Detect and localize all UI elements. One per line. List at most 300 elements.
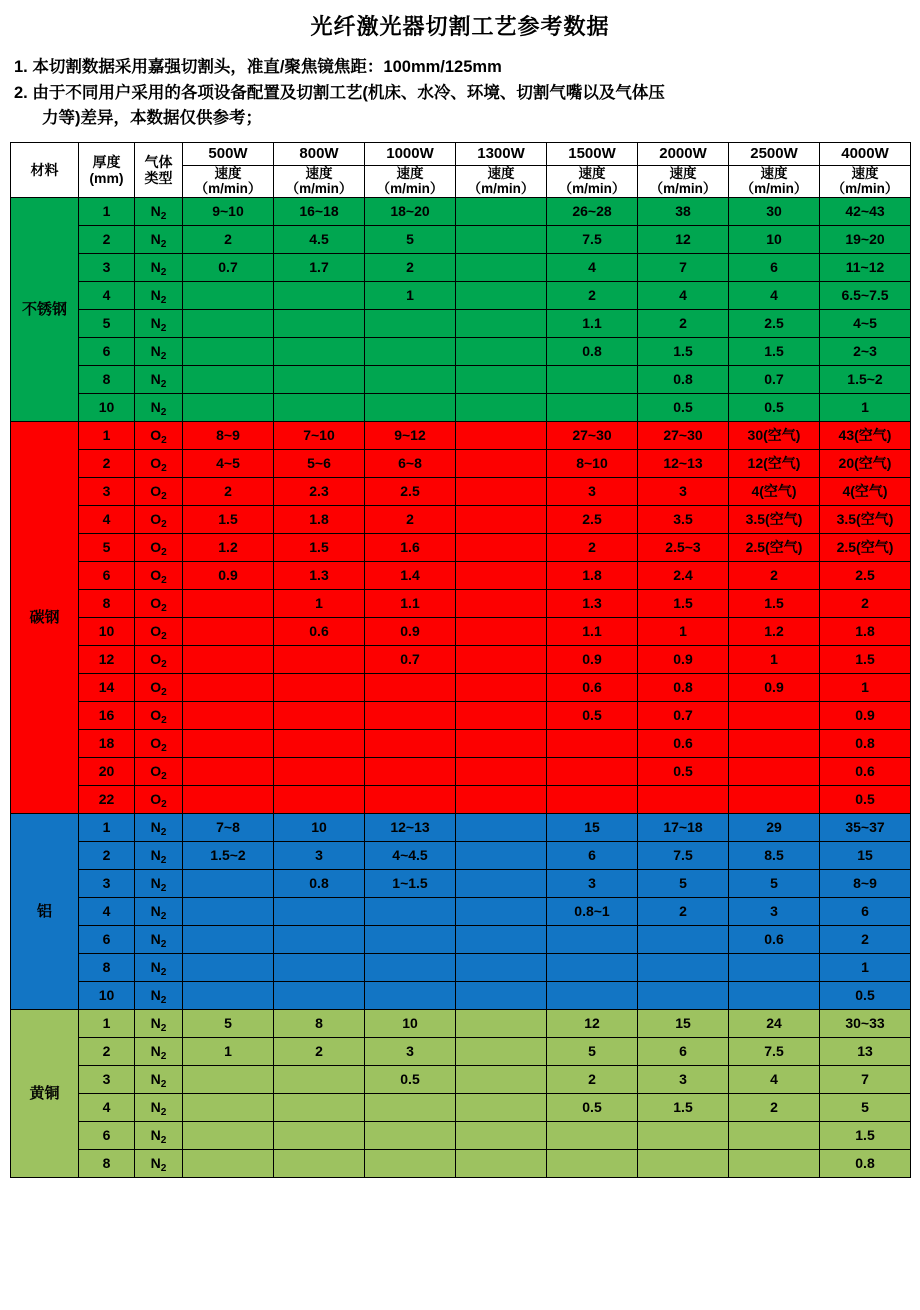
table-row	[11, 281, 911, 309]
speed-cell-1500w: 2	[547, 533, 638, 561]
speed-cell-4000w: 0.8	[820, 1149, 911, 1177]
speed-cell-1500w: 0.8~1	[547, 897, 638, 925]
header-thickness-l1: 厚度	[92, 153, 121, 170]
gas-cell: $N_2$	[135, 1093, 183, 1121]
speed-word: 速度	[578, 165, 606, 181]
speed-cell-800w: 2.3	[274, 477, 365, 505]
speed-cell-800w	[274, 337, 365, 365]
speed-unit: （m/min）	[831, 181, 899, 197]
table-row	[11, 617, 911, 645]
speed-cell-1300w	[456, 197, 547, 225]
speed-cell-800w	[274, 757, 365, 785]
speed-cell-1500w: 0.5	[547, 701, 638, 729]
speed-cell-800w	[274, 281, 365, 309]
table-row	[11, 589, 911, 617]
speed-cell-800w	[274, 925, 365, 953]
speed-cell-4000w: 2.5(空气)	[820, 533, 911, 561]
speed-cell-2500w: 6	[729, 253, 820, 281]
speed-cell-500w: 1	[183, 1037, 274, 1065]
speed-cell-2500w: 2	[729, 1093, 820, 1121]
speed-cell-4000w: 0.9	[820, 701, 911, 729]
speed-cell-2000w	[638, 1149, 729, 1177]
speed-cell-800w	[274, 1065, 365, 1093]
thickness-cell: 2	[79, 449, 135, 477]
table-row	[11, 253, 911, 281]
header-power-2500w: 2500W	[729, 142, 820, 165]
speed-cell-4000w: 0.5	[820, 785, 911, 813]
table-row	[11, 337, 911, 365]
speed-word: 速度	[396, 165, 424, 181]
speed-cell-1000w: 4~4.5	[365, 841, 456, 869]
speed-cell-2000w	[638, 953, 729, 981]
speed-cell-2500w	[729, 981, 820, 1009]
speed-cell-1500w: 7.5	[547, 225, 638, 253]
speed-cell-800w	[274, 1149, 365, 1177]
thickness-cell: 6	[79, 925, 135, 953]
thickness-cell: 3	[79, 477, 135, 505]
speed-cell-1000w	[365, 337, 456, 365]
speed-cell-4000w: 2	[820, 925, 911, 953]
table-row	[11, 1093, 911, 1121]
table-row	[11, 981, 911, 1009]
speed-cell-500w	[183, 1149, 274, 1177]
speed-cell-2000w: 1	[638, 617, 729, 645]
speed-cell-2500w: 2.5(空气)	[729, 533, 820, 561]
page-title: 光纤激光器切割工艺参考数据	[310, 14, 610, 39]
speed-cell-1500w: 27~30	[547, 421, 638, 449]
material-cell: 黄铜	[11, 1009, 79, 1177]
speed-cell-1300w	[456, 253, 547, 281]
speed-cell-1000w	[365, 1093, 456, 1121]
gas-cell: $O_2$	[135, 505, 183, 533]
gas-cell: $N_2$	[135, 1065, 183, 1093]
speed-cell-1300w	[456, 393, 547, 421]
speed-cell-500w: 8~9	[183, 421, 274, 449]
header-power-500w: 500W	[183, 142, 274, 165]
speed-cell-1500w	[547, 393, 638, 421]
header-power-2000w: 2000W	[638, 142, 729, 165]
table-row	[11, 197, 911, 225]
gas-cell: $O_2$	[135, 701, 183, 729]
gas-cell: $O_2$	[135, 673, 183, 701]
speed-cell-1500w: 0.9	[547, 645, 638, 673]
speed-cell-2000w: 27~30	[638, 421, 729, 449]
material-cell: 铝	[11, 813, 79, 1009]
gas-cell: $N_2$	[135, 953, 183, 981]
speed-cell-1000w	[365, 757, 456, 785]
speed-cell-4000w: 1.5~2	[820, 365, 911, 393]
thickness-cell: 22	[79, 785, 135, 813]
gas-cell: $O_2$	[135, 729, 183, 757]
speed-cell-1000w: 0.9	[365, 617, 456, 645]
speed-cell-1300w	[456, 981, 547, 1009]
speed-cell-1000w: 1	[365, 281, 456, 309]
speed-cell-2500w: 4(空气)	[729, 477, 820, 505]
header-gas-l2: 类型	[144, 169, 173, 186]
speed-cell-4000w: 15	[820, 841, 911, 869]
speed-cell-4000w: 35~37	[820, 813, 911, 841]
speed-cell-1300w	[456, 1121, 547, 1149]
speed-cell-2000w: 4	[638, 281, 729, 309]
speed-cell-500w	[183, 925, 274, 953]
speed-cell-500w: 2	[183, 225, 274, 253]
speed-cell-2000w: 2	[638, 309, 729, 337]
speed-unit: （m/min）	[740, 181, 808, 197]
speed-cell-1300w	[456, 421, 547, 449]
speed-cell-500w	[183, 1065, 274, 1093]
speed-cell-4000w: 42~43	[820, 197, 911, 225]
speed-cell-4000w: 1.5	[820, 1121, 911, 1149]
speed-cell-2000w	[638, 785, 729, 813]
thickness-cell: 14	[79, 673, 135, 701]
speed-cell-2500w	[729, 701, 820, 729]
header-speed-1500w	[547, 165, 638, 197]
speed-cell-1500w: 8~10	[547, 449, 638, 477]
thickness-cell: 1	[79, 813, 135, 841]
speed-cell-2000w: 0.7	[638, 701, 729, 729]
header-speed-1300w	[456, 165, 547, 197]
speed-cell-2000w: 1.5	[638, 1093, 729, 1121]
table-row	[11, 1037, 911, 1065]
thickness-cell: 2	[79, 225, 135, 253]
speed-cell-4000w: 0.8	[820, 729, 911, 757]
speed-cell-4000w: 1	[820, 673, 911, 701]
speed-cell-1300w	[456, 645, 547, 673]
speed-cell-4000w: 5	[820, 1093, 911, 1121]
speed-cell-2000w: 0.9	[638, 645, 729, 673]
table-row	[11, 561, 911, 589]
speed-cell-1300w	[456, 897, 547, 925]
speed-cell-800w: 4.5	[274, 225, 365, 253]
gas-cell: $O_2$	[135, 477, 183, 505]
speed-cell-500w: 9~10	[183, 197, 274, 225]
speed-cell-1000w	[365, 785, 456, 813]
speed-cell-2500w: 1.5	[729, 337, 820, 365]
speed-cell-500w	[183, 785, 274, 813]
header-speed-2000w	[638, 165, 729, 197]
speed-cell-800w: 1.8	[274, 505, 365, 533]
speed-cell-500w	[183, 673, 274, 701]
speed-cell-1000w: 5	[365, 225, 456, 253]
speed-cell-500w	[183, 729, 274, 757]
gas-cell: $O_2$	[135, 617, 183, 645]
thickness-cell: 1	[79, 421, 135, 449]
speed-cell-800w	[274, 729, 365, 757]
header-power-1300w: 1300W	[456, 142, 547, 165]
speed-cell-500w	[183, 589, 274, 617]
header-thickness	[79, 142, 135, 197]
speed-cell-800w: 0.6	[274, 617, 365, 645]
speed-cell-500w	[183, 337, 274, 365]
speed-cell-1500w: 26~28	[547, 197, 638, 225]
gas-cell: $N_2$	[135, 197, 183, 225]
speed-cell-2500w	[729, 1149, 820, 1177]
speed-cell-800w: 3	[274, 841, 365, 869]
gas-cell: $O_2$	[135, 449, 183, 477]
table-row	[11, 785, 911, 813]
speed-cell-2500w: 5	[729, 869, 820, 897]
speed-cell-1300w	[456, 785, 547, 813]
speed-cell-1000w: 2	[365, 253, 456, 281]
speed-cell-500w	[183, 365, 274, 393]
speed-cell-1000w	[365, 953, 456, 981]
speed-cell-1500w: 1.8	[547, 561, 638, 589]
speed-cell-1500w	[547, 925, 638, 953]
speed-cell-1500w: 2	[547, 1065, 638, 1093]
speed-cell-500w: 7~8	[183, 813, 274, 841]
speed-cell-1500w: 0.8	[547, 337, 638, 365]
speed-cell-800w	[274, 785, 365, 813]
speed-cell-1500w	[547, 785, 638, 813]
table-body	[11, 197, 911, 1177]
material-cell: 不锈钢	[11, 197, 79, 421]
gas-cell: $N_2$	[135, 337, 183, 365]
speed-cell-2500w: 4	[729, 281, 820, 309]
table-row	[11, 1009, 911, 1037]
thickness-cell: 4	[79, 1093, 135, 1121]
speed-word: 速度	[760, 165, 788, 181]
thickness-cell: 10	[79, 617, 135, 645]
table-head	[11, 142, 911, 197]
thickness-cell: 3	[79, 253, 135, 281]
table-row	[11, 841, 911, 869]
speed-cell-4000w: 30~33	[820, 1009, 911, 1037]
note-2: 2. 由于不同用户采用的各项设备配置及切割工艺(机床、水冷、环境、切割气嘴以及气体压	[14, 83, 665, 102]
speed-cell-1500w	[547, 729, 638, 757]
speed-cell-1300w	[456, 337, 547, 365]
speed-cell-1300w	[456, 225, 547, 253]
speed-cell-2000w: 7	[638, 253, 729, 281]
speed-cell-1000w: 2	[365, 505, 456, 533]
gas-cell: $N_2$	[135, 365, 183, 393]
speed-cell-4000w: 2.5	[820, 561, 911, 589]
thickness-cell: 3	[79, 869, 135, 897]
speed-cell-2000w: 12~13	[638, 449, 729, 477]
speed-cell-500w	[183, 617, 274, 645]
speed-cell-500w	[183, 981, 274, 1009]
speed-cell-1000w: 18~20	[365, 197, 456, 225]
table-row	[11, 673, 911, 701]
thickness-cell: 8	[79, 953, 135, 981]
speed-cell-2000w: 12	[638, 225, 729, 253]
header-power-1000w: 1000W	[365, 142, 456, 165]
speed-cell-1000w	[365, 673, 456, 701]
speed-cell-4000w: 7	[820, 1065, 911, 1093]
speed-cell-800w	[274, 393, 365, 421]
speed-cell-500w	[183, 1093, 274, 1121]
thickness-cell: 6	[79, 1121, 135, 1149]
speed-cell-2000w: 0.8	[638, 365, 729, 393]
table-row	[11, 701, 911, 729]
speed-cell-1300w	[456, 309, 547, 337]
speed-cell-4000w: 8~9	[820, 869, 911, 897]
gas-cell: $N_2$	[135, 841, 183, 869]
speed-cell-1300w	[456, 561, 547, 589]
header-speed-500w	[183, 165, 274, 197]
speed-cell-1300w	[456, 673, 547, 701]
speed-cell-1000w: 1~1.5	[365, 869, 456, 897]
page	[0, 10, 920, 1310]
speed-cell-500w	[183, 953, 274, 981]
speed-cell-2000w	[638, 925, 729, 953]
table-row	[11, 729, 911, 757]
speed-cell-2000w: 1.5	[638, 589, 729, 617]
speed-cell-1300w	[456, 505, 547, 533]
header-speed-4000w	[820, 165, 911, 197]
speed-cell-2500w: 2	[729, 561, 820, 589]
gas-cell: $N_2$	[135, 281, 183, 309]
gas-cell: $O_2$	[135, 533, 183, 561]
speed-cell-1500w	[547, 953, 638, 981]
speed-cell-2000w: 0.8	[638, 673, 729, 701]
speed-cell-500w	[183, 393, 274, 421]
speed-cell-1500w	[547, 981, 638, 1009]
speed-cell-1000w: 12~13	[365, 813, 456, 841]
speed-cell-4000w: 20(空气)	[820, 449, 911, 477]
speed-cell-1300w	[456, 1093, 547, 1121]
thickness-cell: 16	[79, 701, 135, 729]
speed-cell-2500w: 3	[729, 897, 820, 925]
speed-cell-1300w	[456, 729, 547, 757]
header-power-1500w: 1500W	[547, 142, 638, 165]
speed-word: 速度	[669, 165, 697, 181]
gas-cell: $N_2$	[135, 1149, 183, 1177]
material-cell: 碳钢	[11, 421, 79, 813]
header-power-800w: 800W	[274, 142, 365, 165]
gas-cell: $N_2$	[135, 225, 183, 253]
speed-cell-2000w	[638, 1121, 729, 1149]
gas-cell: $N_2$	[135, 925, 183, 953]
thickness-cell: 8	[79, 589, 135, 617]
speed-cell-800w	[274, 645, 365, 673]
speed-cell-500w	[183, 281, 274, 309]
speed-cell-4000w: 4(空气)	[820, 477, 911, 505]
speed-unit: （m/min）	[194, 181, 262, 197]
speed-cell-1000w: 2.5	[365, 477, 456, 505]
speed-cell-1000w	[365, 1149, 456, 1177]
gas-cell: $N_2$	[135, 869, 183, 897]
thickness-cell: 2	[79, 1037, 135, 1065]
speed-cell-4000w: 2~3	[820, 337, 911, 365]
thickness-cell: 3	[79, 1065, 135, 1093]
gas-cell: $N_2$	[135, 897, 183, 925]
speed-cell-500w	[183, 1121, 274, 1149]
speed-unit: （m/min）	[285, 181, 353, 197]
speed-cell-1300w	[456, 869, 547, 897]
speed-cell-2500w: 0.7	[729, 365, 820, 393]
table-row	[11, 365, 911, 393]
speed-cell-1500w: 6	[547, 841, 638, 869]
header-thickness-l2: (mm)	[89, 169, 124, 186]
speed-unit: （m/min）	[649, 181, 717, 197]
table-row	[11, 1065, 911, 1093]
thickness-cell: 1	[79, 1009, 135, 1037]
gas-cell: $O_2$	[135, 589, 183, 617]
speed-cell-1000w: 9~12	[365, 421, 456, 449]
header-speed-800w	[274, 165, 365, 197]
speed-cell-1300w	[456, 281, 547, 309]
thickness-cell: 20	[79, 757, 135, 785]
speed-cell-1500w: 1.1	[547, 309, 638, 337]
speed-cell-1300w	[456, 1065, 547, 1093]
speed-cell-1000w: 1.6	[365, 533, 456, 561]
speed-cell-4000w: 43(空气)	[820, 421, 911, 449]
speed-cell-1300w	[456, 841, 547, 869]
speed-cell-2500w: 8.5	[729, 841, 820, 869]
header-speed-1000w	[365, 165, 456, 197]
gas-cell: $N_2$	[135, 309, 183, 337]
speed-cell-1000w	[365, 701, 456, 729]
thickness-cell: 1	[79, 197, 135, 225]
speed-cell-4000w: 6.5~7.5	[820, 281, 911, 309]
notes-block	[14, 55, 910, 132]
speed-cell-2000w: 17~18	[638, 813, 729, 841]
speed-cell-2000w: 15	[638, 1009, 729, 1037]
speed-cell-800w: 8	[274, 1009, 365, 1037]
thickness-cell: 5	[79, 533, 135, 561]
speed-cell-2500w: 10	[729, 225, 820, 253]
speed-cell-1000w	[365, 1121, 456, 1149]
speed-cell-2500w: 4	[729, 1065, 820, 1093]
speed-cell-500w: 2	[183, 477, 274, 505]
gas-cell: $O_2$	[135, 561, 183, 589]
speed-cell-4000w: 6	[820, 897, 911, 925]
speed-cell-4000w: 11~12	[820, 253, 911, 281]
speed-cell-800w	[274, 701, 365, 729]
speed-cell-2500w: 0.6	[729, 925, 820, 953]
speed-unit: （m/min）	[558, 181, 626, 197]
table-row	[11, 1121, 911, 1149]
speed-cell-2000w: 6	[638, 1037, 729, 1065]
speed-cell-1300w	[456, 617, 547, 645]
speed-cell-2500w	[729, 785, 820, 813]
speed-cell-2000w: 2	[638, 897, 729, 925]
gas-cell: $N_2$	[135, 1009, 183, 1037]
thickness-cell: 4	[79, 281, 135, 309]
speed-cell-1000w	[365, 393, 456, 421]
speed-cell-1000w	[365, 925, 456, 953]
speed-cell-2500w: 0.5	[729, 393, 820, 421]
speed-cell-2500w: 3.5(空气)	[729, 505, 820, 533]
speed-cell-1500w: 2.5	[547, 505, 638, 533]
gas-cell: $O_2$	[135, 645, 183, 673]
speed-cell-1500w: 4	[547, 253, 638, 281]
speed-cell-2000w: 0.5	[638, 393, 729, 421]
cutting-parameters-table	[10, 142, 911, 1178]
table-row	[11, 505, 911, 533]
gas-cell: $O_2$	[135, 785, 183, 813]
table-row	[11, 477, 911, 505]
thickness-cell: 2	[79, 841, 135, 869]
speed-cell-2000w	[638, 981, 729, 1009]
speed-cell-4000w: 0.5	[820, 981, 911, 1009]
speed-cell-2000w: 3.5	[638, 505, 729, 533]
speed-cell-1000w	[365, 729, 456, 757]
speed-cell-2500w: 30	[729, 197, 820, 225]
speed-cell-1300w	[456, 925, 547, 953]
speed-cell-1300w	[456, 701, 547, 729]
speed-cell-800w: 7~10	[274, 421, 365, 449]
speed-cell-800w	[274, 673, 365, 701]
speed-cell-2000w: 3	[638, 477, 729, 505]
header-row-power	[11, 142, 911, 165]
speed-cell-2500w	[729, 953, 820, 981]
speed-cell-500w: 1.5	[183, 505, 274, 533]
note-1: 1. 本切割数据采用嘉强切割头，准直/聚焦镜焦距：100mm/125mm	[14, 58, 502, 76]
thickness-cell: 4	[79, 505, 135, 533]
table-row	[11, 225, 911, 253]
speed-cell-1300w	[456, 477, 547, 505]
